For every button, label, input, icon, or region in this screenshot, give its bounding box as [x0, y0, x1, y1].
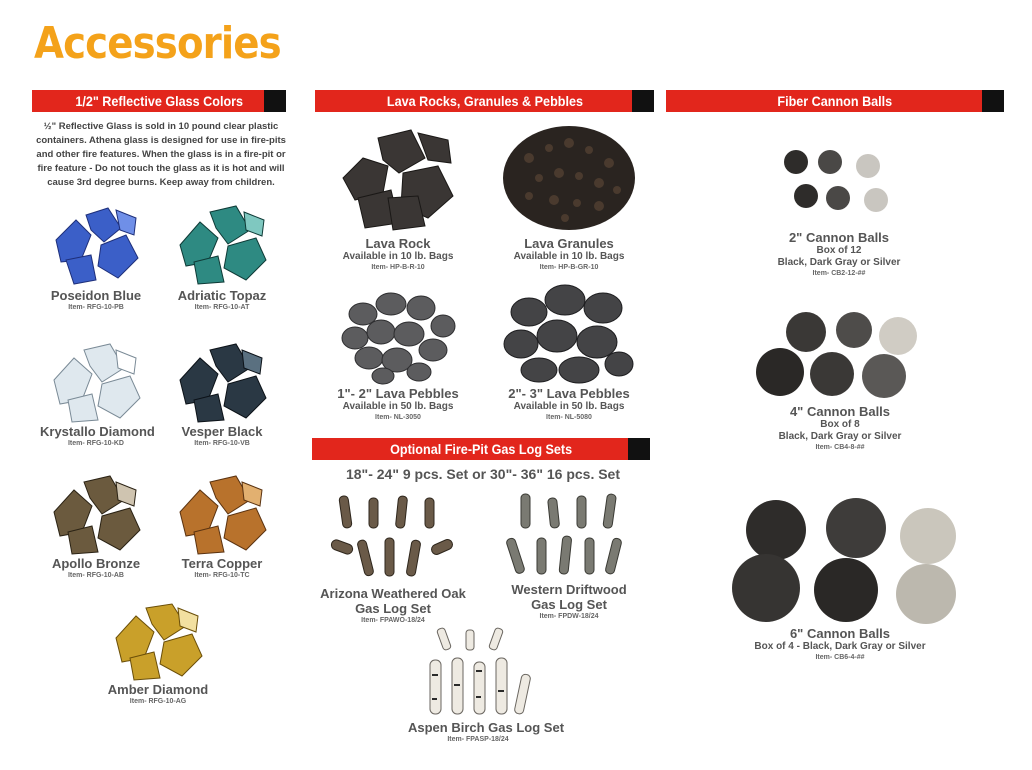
lava-granules-image	[499, 118, 639, 236]
lava-code: Item- NL-3050	[375, 414, 421, 421]
glass-section-header	[32, 90, 286, 112]
lava-name: Lava Rock	[365, 236, 431, 251]
cannon-colors: Black, Dark Gray or Silver	[777, 257, 901, 268]
cannon-colors: Black, Dark Gray or Silver	[778, 431, 902, 442]
lava-code: Item- NL-5080	[546, 414, 592, 421]
lava-availability: Available in 50 lb. Bags	[513, 401, 625, 412]
cannon-item-2-inch[interactable]	[754, 140, 924, 279]
lava-header-label: Lava Rocks, Granules & Pebbles	[386, 93, 583, 109]
glass-code: Item- RFG-10-AG	[129, 698, 187, 705]
cannon-code: Item- CB2-12-##	[812, 270, 866, 277]
cannon-box-count: Box of 8	[820, 419, 860, 430]
glass-name: Poseidon Blue	[50, 288, 142, 303]
log-name-line2: Gas Log Set	[531, 597, 607, 612]
page-title: Accessories	[34, 18, 281, 69]
glass-name: Krystallo Diamond	[40, 424, 155, 439]
cannon-item-6-inch[interactable]	[720, 496, 960, 663]
lava-availability: Available in 10 lb. Bags	[513, 251, 625, 262]
cannon-code: Item- CB6-4-##	[815, 654, 865, 661]
glass-item-apollo-bronze[interactable]	[40, 472, 152, 581]
lava-name: 2"- 3" Lava Pebbles	[508, 386, 630, 401]
log-set-image	[499, 490, 639, 582]
cannon-code: Item- CB4-8-##	[815, 444, 865, 451]
lava-pebbles-image	[499, 274, 639, 386]
log-set-image	[418, 624, 538, 720]
lava-rock-image	[333, 118, 463, 236]
glass-code: Item- RFG-10-VB	[194, 440, 250, 447]
glass-name: Terra Copper	[181, 556, 263, 571]
cannon-section-header	[666, 90, 1004, 112]
glass-name: Adriatic Topaz	[177, 288, 267, 303]
logs-header-label: Optional Fire-Pit Gas Log Sets	[389, 441, 573, 457]
lava-availability: Available in 10 lb. Bags	[342, 251, 454, 262]
cannon-ball-image	[750, 306, 930, 404]
glass-item-vesper-black[interactable]	[166, 340, 278, 449]
log-name: Western Driftwood	[511, 582, 627, 597]
cannon-header-label: Fiber Cannon Balls	[777, 93, 893, 109]
logs-section-header	[312, 438, 650, 460]
lava-item-lava-granules[interactable]	[494, 118, 644, 273]
glass-code: Item- RFG-10-AT	[194, 304, 250, 311]
log-set-image	[323, 490, 463, 586]
cannon-ball-image	[764, 140, 914, 230]
lava-item-1-2-pebbles[interactable]	[328, 274, 468, 423]
lava-code: Item- HP-B-R-10	[371, 264, 425, 271]
glass-swatch-image	[46, 200, 146, 288]
log-item-arizona-weathered-oak[interactable]	[318, 490, 468, 626]
glass-item-krystallo-diamond[interactable]	[40, 340, 155, 449]
glass-item-terra-copper[interactable]	[166, 472, 278, 581]
lava-name: Lava Granules	[524, 236, 614, 251]
lava-availability: Available in 50 lb. Bags	[342, 401, 454, 412]
log-item-aspen-birch[interactable]	[408, 624, 565, 745]
lava-pebbles-image	[333, 274, 463, 386]
lava-item-2-3-pebbles[interactable]	[494, 274, 644, 423]
glass-code: Item- RFG-10-KD	[67, 440, 124, 447]
cannon-name: 4" Cannon Balls	[789, 404, 891, 419]
cannon-name: 2" Cannon Balls	[788, 230, 890, 245]
log-name-line2: Gas Log Set	[355, 601, 431, 616]
glass-swatch-image	[172, 472, 272, 556]
glass-swatch-image	[108, 600, 208, 682]
glass-swatch-image	[172, 340, 272, 424]
log-item-western-driftwood[interactable]	[494, 490, 644, 622]
glass-code: Item- RFG-10-PB	[68, 304, 124, 311]
lava-name: 1"- 2" Lava Pebbles	[337, 386, 459, 401]
log-code: Item- FPAWO-18/24	[361, 617, 425, 624]
glass-swatch-image	[46, 340, 146, 424]
glass-header-label: 1/2" Reflective Glass Colors	[75, 93, 243, 109]
glass-item-poseidon-blue[interactable]	[40, 200, 152, 313]
cannon-box-count: Box of 12	[816, 245, 862, 256]
glass-name: Amber Diamond	[107, 682, 209, 697]
lava-section-header	[315, 90, 654, 112]
glass-swatch-image	[46, 472, 146, 556]
cannon-box-count: Box of 4 - Black, Dark Gray or Silver	[754, 641, 926, 652]
lava-item-lava-rock[interactable]	[328, 118, 468, 273]
log-code: Item- FPASP-18/24	[447, 736, 509, 743]
log-code: Item- FPDW-18/24	[539, 613, 599, 620]
glass-code: Item- RFG-10-AB	[67, 572, 124, 579]
cannon-name: 6" Cannon Balls	[789, 626, 891, 641]
log-name: Aspen Birch Gas Log Set	[408, 720, 565, 735]
glass-name: Apollo Bronze	[51, 556, 141, 571]
glass-item-amber-diamond[interactable]	[102, 600, 214, 707]
glass-code: Item- RFG-10-TC	[194, 572, 250, 579]
glass-item-adriatic-topaz[interactable]	[166, 200, 278, 313]
log-set-sizes: 18"- 24" 9 pcs. Set or 30"- 36" 16 pcs. Set	[345, 466, 621, 482]
cannon-ball-image	[720, 496, 960, 626]
glass-intro-text: ½" Reflective Glass is sold in 10 pound clear plastic containers. Athena glass is designed for use in fire-pits and other fire features. When the glass is in a fire-pit or fire feature - Do not touch the glass as it is hot and will cause 3rd degree burns. Keep away from children.	[36, 121, 286, 188]
glass-swatch-image	[172, 200, 272, 288]
cannon-item-4-inch[interactable]	[740, 306, 940, 453]
glass-name: Vesper Black	[181, 424, 263, 439]
log-name: Arizona Weathered Oak	[320, 586, 466, 601]
lava-code: Item- HP-B-GR-10	[539, 264, 599, 271]
